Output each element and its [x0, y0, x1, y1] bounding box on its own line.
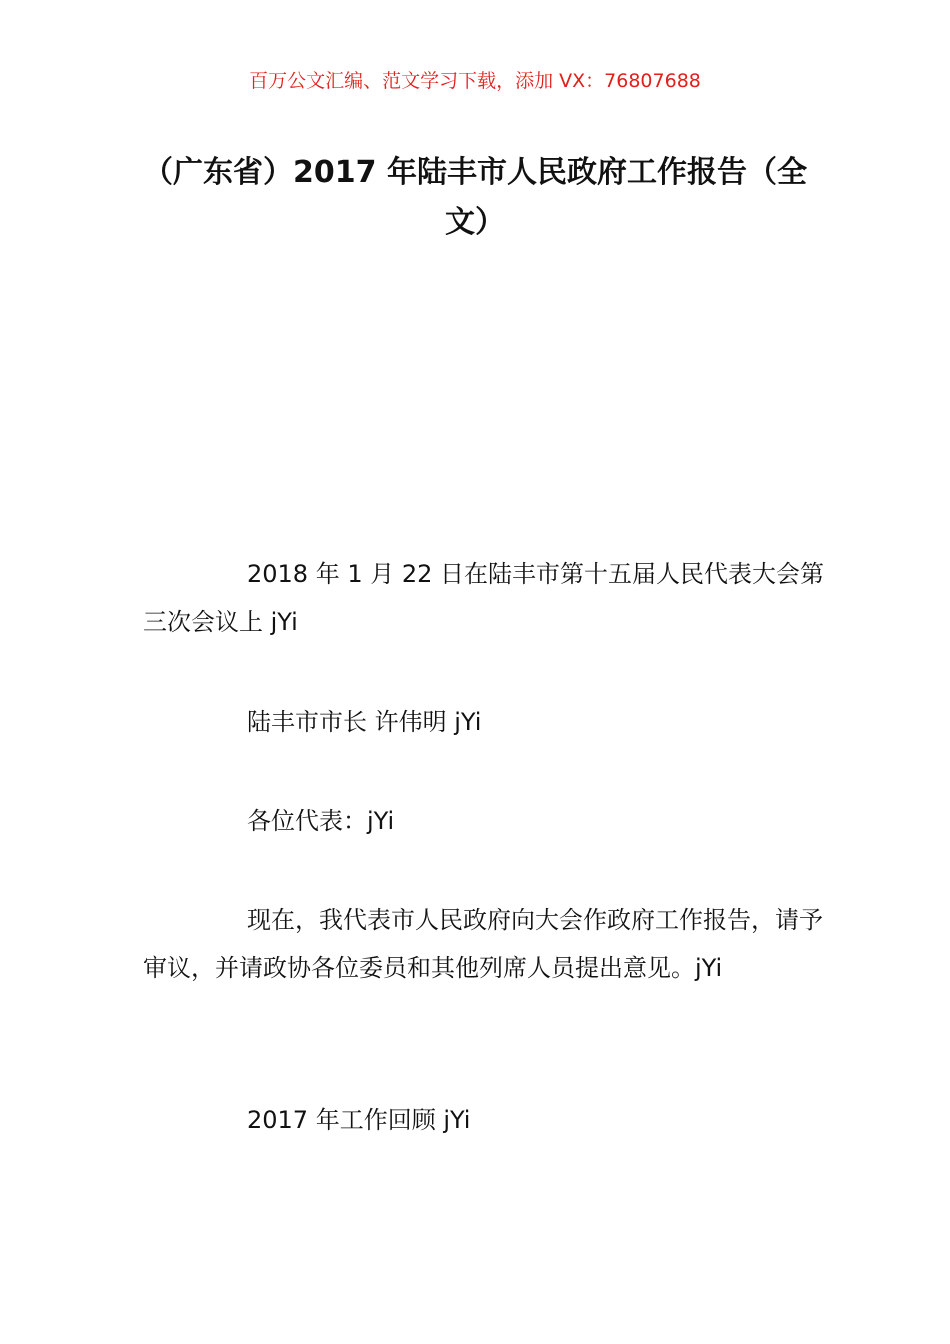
- header-note: 百万公文汇编、范文学习下载，添加 VX：76807688: [249, 70, 701, 92]
- paragraph-speaker: 陆丰市市长 许伟明 jYi: [247, 708, 482, 736]
- paragraph-salutation: 各位代表：jYi: [247, 807, 395, 835]
- section-heading-review: 2017 年工作回顾 jYi: [247, 1106, 471, 1134]
- document-title: （广东省）2017 年陆丰市人民政府工作报告（全文）: [143, 155, 807, 240]
- paragraph-meeting-info: 2018 年 1 月 22 日在陆丰市第十五届人民代表大会第三次会议上 jYi: [143, 560, 825, 636]
- paragraph-introduction: 现在，我代表市人民政府向大会作政府工作报告，请予审议，并请政协各位委员和其他列席人员提出意见。jYi: [143, 906, 823, 982]
